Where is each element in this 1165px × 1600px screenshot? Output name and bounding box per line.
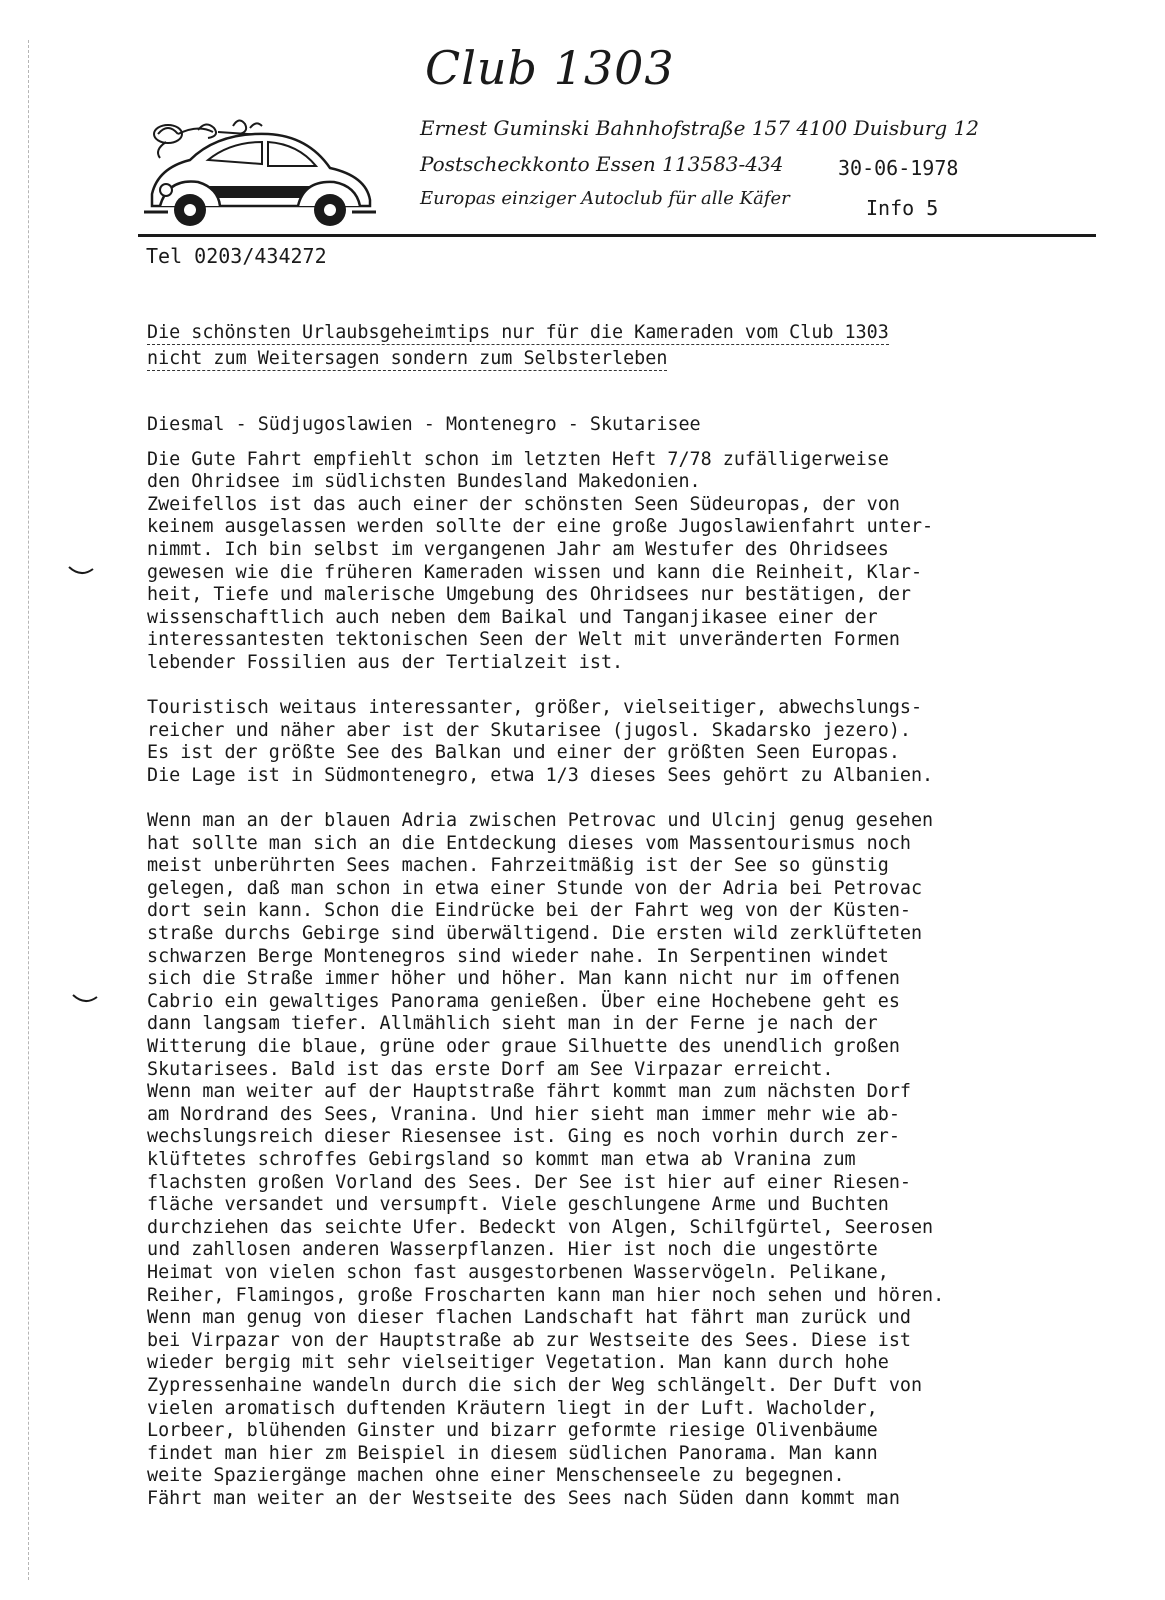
- text-line: Die Gute Fahrt empfiehlt schon im letzten Heft 7/78 zufälligerweise: [147, 448, 889, 470]
- club-tagline: Europas einziger Autoclub für alle Käfer: [420, 188, 790, 209]
- scan-edge: [28, 40, 29, 1580]
- header-divider: [138, 234, 1096, 237]
- text-line: Die Lage ist in Südmontenegro, etwa 1/3 dieses Sees gehört zu Albanien.: [147, 764, 934, 786]
- text-line: dort sein kann. Schon die Eindrücke bei der Fahrt weg von der Küsten-: [147, 900, 911, 922]
- text-line: Fährt man weiter an der Westseite des Sees nach Süden dann kommt man: [147, 1487, 900, 1509]
- text-line: klüftetes schroffes Gebirgsland so kommt man etwa ab Vranina zum: [147, 1149, 856, 1170]
- text-line: interessantesten tektonischen Seen der Welt mit unveränderten Formen: [147, 629, 900, 651]
- text-line: wissenschaftlich auch neben dem Baikal und Tanganjikasee einer der: [147, 606, 878, 628]
- text-line: lebender Fossilien aus der Tertialzeit ist.: [147, 651, 624, 673]
- text-line: den Ohridsee im südlichsten Bundesland Makedonien.: [147, 471, 701, 493]
- headline-line: Die schönsten Urlaubsgeheimtips nur für die Kameraden vom Club 1303: [147, 322, 889, 343]
- text-line: reicher und näher aber ist der Skutarisee (jugosl. Skadarsko jezero).: [147, 719, 911, 741]
- text-line: hat sollte man sich an die Entdeckung dieses vom Massentourismus noch: [147, 832, 911, 854]
- text-line: dann langsam tiefer. Allmählich sieht man in der Ferne je nach der: [147, 1013, 878, 1035]
- text-line: Lorbeer, blühenden Ginster und bizarr geformte riesige Olivenbäume: [147, 1420, 878, 1442]
- text-line: Wenn man weiter auf der Hauptstraße fährt kommt man zum nächsten Dorf: [147, 1081, 911, 1103]
- text-line: keinem ausgelassen werden sollte der eine große Jugoslawienfahrt unter-: [147, 516, 934, 538]
- text-line: Reiher, Flamingos, große Froscharten kann man hier noch sehen und hören.: [147, 1284, 945, 1306]
- text-line: Heimat von vielen schon fast ausgestorbenen Wasservögeln. Pelikane,: [147, 1261, 889, 1283]
- text-line: weite Spaziergänge machen ohne einer Menschenseele zu begegnen.: [147, 1465, 845, 1487]
- text-line: Witterung die blaue, grüne oder graue Silhuette des unendlich großen: [147, 1036, 900, 1058]
- headline-line: nicht zum Weitersagen sondern zum Selbsterleben: [147, 348, 668, 369]
- text-line: Touristisch weitaus interessanter, größer, vielseitiger, abwechslungs-: [147, 697, 923, 719]
- text-line: sich die Straße immer höher und höher. Man kann nicht nur im offenen: [147, 968, 900, 990]
- text-line: Wenn man genug von dieser flachen Landschaft hat fährt man zurück und: [147, 1307, 911, 1329]
- paragraph-3: [147, 810, 1137, 1510]
- text-line: wechslungsreich dieser Riesensee ist. Ging es noch vorhin durch zer-: [147, 1126, 900, 1148]
- club-name: Club 1303: [425, 41, 675, 95]
- text-line: Wenn man an der blauen Adria zwischen Petrovac und Ulcinj genug gesehen: [147, 810, 934, 832]
- text-line: nimmt. Ich bin selbst im vergangenen Jahr am Westufer des Ohridsees: [147, 538, 889, 560]
- text-line: am Nordrand des Sees, Vranina. Und hier sieht man immer mehr wie ab-: [147, 1103, 900, 1125]
- text-line: wieder bergig mit sehr vielseitiger Vegetation. Man kann durch hohe: [147, 1352, 889, 1374]
- headline: [147, 320, 1137, 372]
- text-line: Zypressenhaine wandeln durch die sich der Weg schlängelt. Der Duft von: [147, 1374, 923, 1396]
- text-line: gelegen, daß man schon in etwa einer Stunde von der Adria bei Petrovac: [147, 877, 923, 899]
- text-line: gewesen wie die früheren Kameraden wissen und kann die Reinheit, Klar-: [147, 561, 923, 583]
- text-line: flachsten großen Vorland des Sees. Der See ist hier auf einer Riesen-: [147, 1171, 911, 1193]
- margin-mark: [72, 994, 98, 1004]
- text-line: findet man hier zm Beispiel in diesem südlichen Panorama. Man kann: [147, 1442, 878, 1464]
- text-line: Zweifellos ist das auch einer der schönsten Seen Südeuropas, der von: [147, 493, 900, 515]
- text-line: vielen aromatisch duftenden Kräutern liegt in der Luft. Wacholder,: [147, 1397, 878, 1419]
- paragraph-2: [147, 697, 1137, 787]
- text-line: meist unberührten Sees machen. Fahrzeitmäßig ist der See so günstig: [147, 855, 889, 877]
- account-line: Postscheckkonto Essen 113583-434: [420, 152, 784, 176]
- text-line: Cabrio ein gewaltiges Panorama genießen. Über eine Hochebene geht es: [147, 990, 900, 1012]
- margin-mark: [68, 566, 94, 576]
- text-line: Skutarisees. Bald ist das erste Dorf am See Virpazar erreicht.: [147, 1058, 834, 1080]
- address-line: Ernest Guminski Bahnhofstraße 157 4100 Duisburg 12: [420, 116, 980, 140]
- text-line: heit, Tiefe und malerische Umgebung des Ohridsees nur bestätigen, der: [147, 584, 911, 606]
- letter-body: [147, 320, 1137, 1511]
- paragraph-1: [147, 449, 1137, 675]
- text-line: Es ist der größte See des Balkan und einer der größten Seen Europas.: [147, 742, 900, 764]
- subject-line: Diesmal - Südjugoslawien - Montenegro - Skutarisee: [147, 414, 701, 435]
- info-number: Info 5: [866, 196, 939, 220]
- text-line: straße durchs Gebirge sind überwältigend. Die ersten wild zerklüfteten: [147, 923, 923, 945]
- phone-number: Tel 0203/434272: [146, 244, 327, 268]
- text-line: bei Virpazar von der Hauptstraße ab zur Westseite des Sees. Diese ist: [147, 1329, 911, 1351]
- text-line: schwarzen Berge Montenegros sind wieder nahe. In Serpentinen windet: [147, 945, 889, 967]
- letter-date: 30-06-1978: [838, 156, 959, 180]
- text-line: durchziehen das seichte Ufer. Bedeckt von Algen, Schilfgürtel, Seerosen: [147, 1216, 934, 1238]
- text-line: und zahllosen anderen Wasserpflanzen. Hier ist noch die ungestörte: [147, 1239, 878, 1261]
- text-line: fläche versandet und versumpft. Viele geschlungene Arme und Buchten: [147, 1194, 889, 1216]
- beetle-car-logo: [138, 112, 378, 232]
